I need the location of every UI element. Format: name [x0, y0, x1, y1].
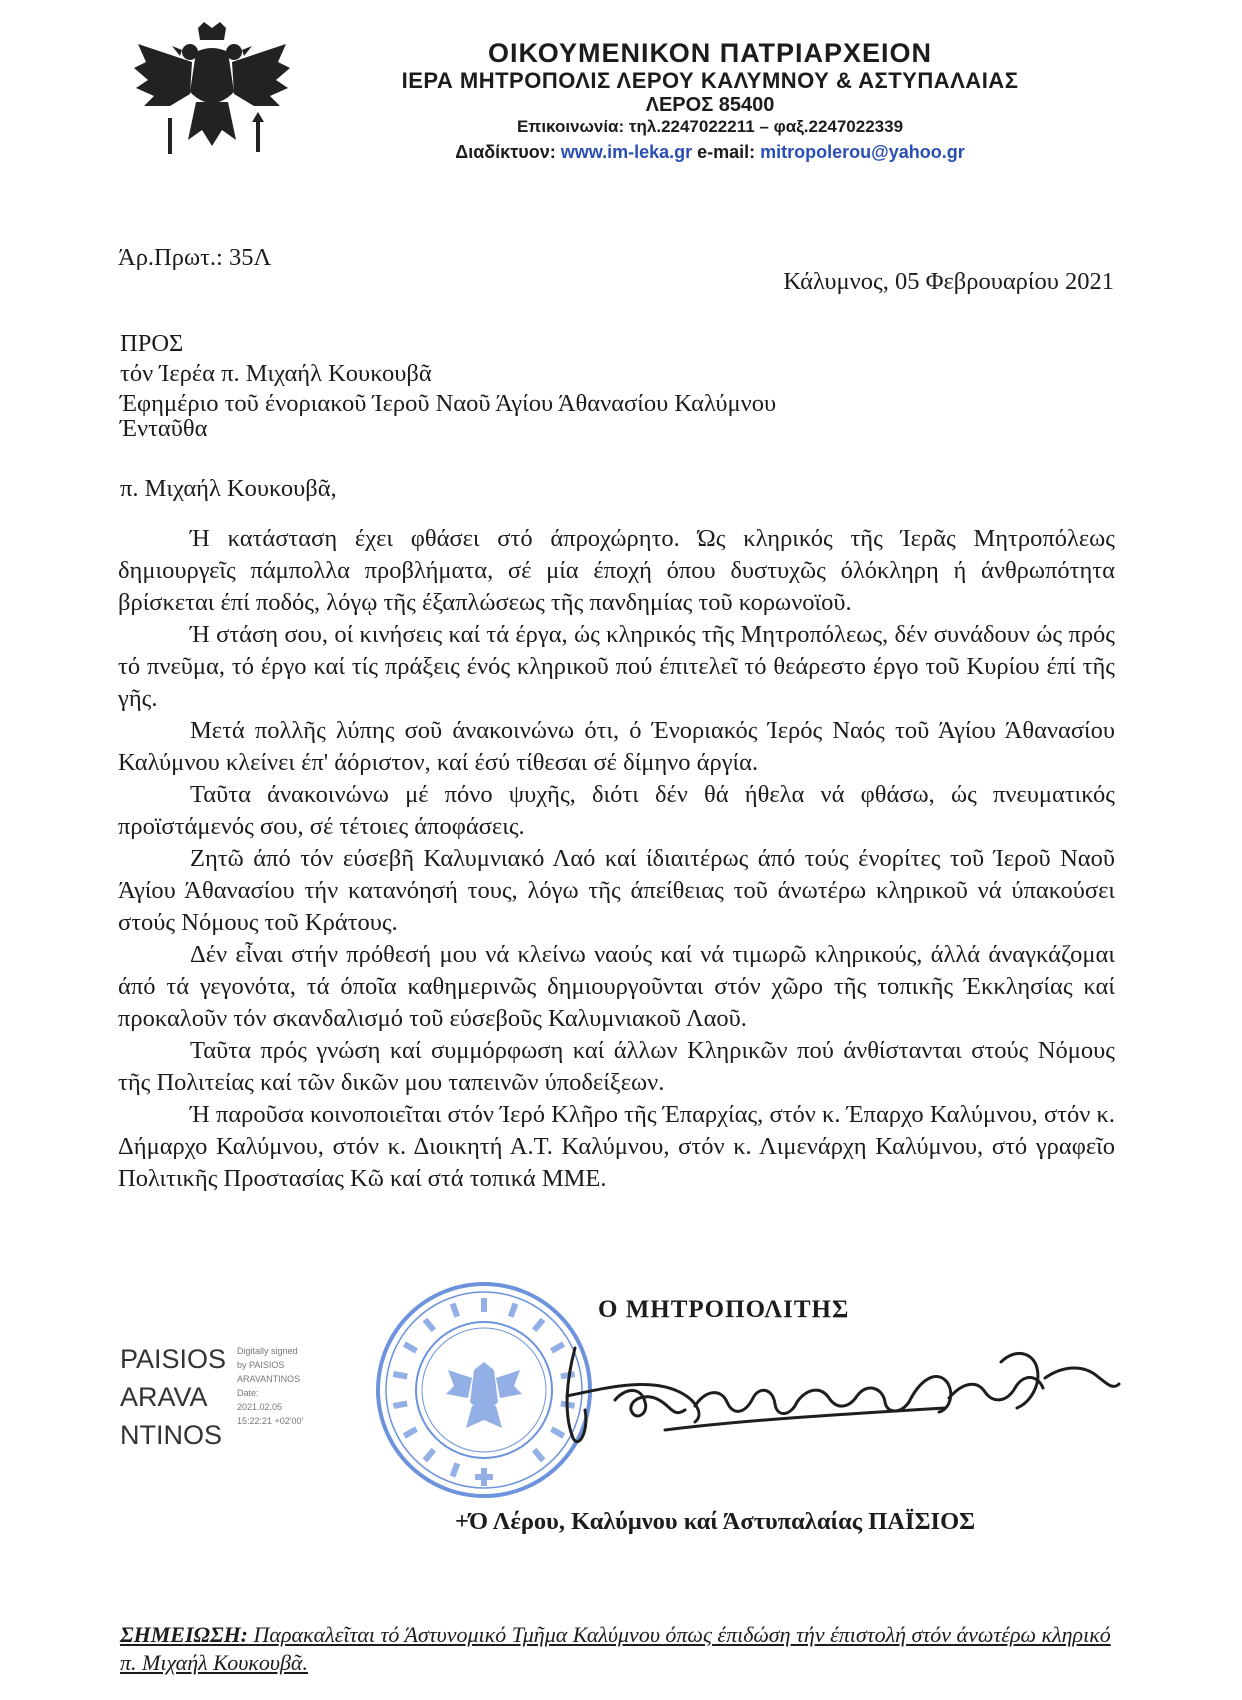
digital-signature-detail-line: 15:22:21 +02'00' [237, 1416, 304, 1426]
digital-signature-detail [237, 1344, 347, 1428]
letterhead-city: ΛΕΡΟΣ 85400 [645, 94, 775, 116]
letter-date: Κάλυμνος, 05 Φεβρουαρίου 2021 [783, 268, 1114, 295]
web-label: Διαδίκτυον: [455, 142, 556, 162]
body-paragraph: Ταῦτα πρός γνώση καί συμμόρφωση καί άλλων Κληρικῶν πού άνθίστανται στούς Νόμους τῆς Πολιτείας καί τῶν δικῶν μου ταπεινῶν ύποδείξεων. [118, 1037, 1115, 1096]
body-paragraph: Δέν εἶναι στήν πρόθεσή μου νά κλείνω ναούς καί νά τιμωρῶ κληρικούς, άλλά άναγκάζομαι άπό τά γεγονότα, τά όποῖα καθημερινῶς δημιουργοῦνται στόν χῶρο τῆς τοπικῆς Έκκλησίας καί προκαλοῦν τόν σκανδαλισμό τοῦ εύσεβοῦς Καλυμνιακοῦ Λαοῦ. [118, 941, 1115, 1032]
digital-signature-name-line: PAISIOS [120, 1344, 227, 1374]
recipient-name: τόν Ίερέα π. Μιχαήλ Κουκουβᾶ [120, 360, 432, 387]
letterhead-online [330, 142, 1090, 163]
website-link[interactable]: www.im-leka.gr [560, 142, 693, 162]
phone-label: Επικοινωνία: [516, 117, 625, 136]
letter-body [118, 523, 1115, 1195]
letterhead-contact [330, 117, 1090, 137]
digital-signature-detail-line: Date: [237, 1388, 259, 1398]
signature-title: Ο ΜΗΤΡΟΠΟΛΙΤΗΣ [598, 1296, 850, 1323]
body-paragraph: Μετά πολλῆς λύπης σοῦ άνακοινώνω ότι, ό Ένοριακός Ίερός Ναός τοῦ Άγίου Άθανασίου Καλύμνου κλείνει έπ' άόριστον, καί έσύ τίθεσαι σέ δίμηνο άργία. [118, 717, 1115, 776]
note-label: ΣΗΜΕΙΩΣΗ: [120, 1622, 249, 1647]
body-paragraph: Ή στάση σου, οί κινήσεις καί τά έργα, ώς κληρικός τῆς Μητροπόλεως, δέν συνάδουν ώς πρός τό πνεῦμα, τό έργο καί τίς πράξεις ένός κληρικοῦ πού έπιτελεῖ τό θεάρεστο έργο τοῦ Κυρίου έπί τῆς γῆς. [118, 621, 1115, 712]
body-paragraph: Ή παροῦσα κοινοποιεῖται στόν Ίερό Κλῆρο τῆς Έπαρχίας, στόν κ. Έπαρχο Καλύμνου, στόν κ. Δήμαρχο Καλύμνου, στόν κ. Διοικητή Α.Τ. Καλύμνου, στόν κ. Λιμενάρχη Καλύμνου, στό γραφεῖο Πολιτικῆς Προστασίας Κῶ καί στά τοπικά ΜΜΕ. [118, 1101, 1115, 1192]
digital-signature-name [120, 1340, 240, 1454]
double-headed-eagle-icon [130, 22, 295, 167]
recipient-to: ΠΡΟΣ [120, 330, 184, 357]
digital-signature-name-line: ARAVA [120, 1382, 208, 1412]
digital-signature-detail-line: Digitally signed [237, 1346, 298, 1356]
digital-signature-detail-line: by PAISIOS [237, 1360, 285, 1370]
signer-name: +Ό Λέρου, Καλύμνου καί Άστυπαλαίας ΠΑΪΣΙΟΣ [455, 1508, 976, 1535]
body-paragraph: Ταῦτα άνακοινώνω μέ πόνο ψυχῆς, διότι δέν θά ήθελα νά φθάσω, ώς πνευματικός προϊστάμενός σου, σέ τέτοιες άποφάσεις. [118, 781, 1115, 840]
phone-value: τηλ.2247022211 – φαξ.2247022339 [628, 117, 904, 136]
protocol-number: Άρ.Πρωτ.: 35Λ [118, 244, 272, 271]
letterhead-metropolis: ΙΕΡΑ ΜΗΤΡΟΠΟΛΙΣ ΛΕΡΟΥ ΚΑΛΥΜΝΟΥ & ΑΣΤΥΠΑΛΑΙΑΣ [401, 68, 1019, 93]
note-text: Παρακαλεῖται τό Άστυνομικό Τμῆμα Καλύμνου όπως έπιδώση τήν έπιστολή στόν άνωτέρω κληρικό π. Μιχαήλ Κουκουβᾶ. [120, 1622, 1111, 1675]
digital-signature-detail-line: 2021.02.05 [237, 1402, 283, 1412]
body-paragraph: Ζητῶ άπό τόν εύσεβῆ Καλυμνιακό Λαό καί ίδιαιτέρως άπό τούς ένορίτες τοῦ Ίεροῦ Ναοῦ Άγίου Άθανασίου τήν κατανόησή τους, λόγω τῆς άπείθειας τοῦ άνωτέρω κληρικοῦ νά ύπακούσει στούς Νόμους τοῦ Κράτους. [118, 845, 1115, 936]
recipient-location: Ένταῦθα [120, 415, 208, 442]
letterhead-title: ΟΙΚΟΥΜΕΝΙΚΟΝ ΠΑΤΡΙΑΡΧΕΙΟΝ [487, 38, 933, 68]
salutation: π. Μιχαήλ Κουκουβᾶ, [120, 475, 337, 502]
digital-signature-name-line: NTINOS [120, 1420, 223, 1450]
email-label: e-mail: [697, 142, 756, 162]
digital-signature-detail-line: ARAVANTINOS [237, 1374, 301, 1384]
recipient-position: Έφημέριο τοῦ ένοριακοῦ Ίεροῦ Ναοῦ Άγίου Άθανασίου Καλύμνου [120, 390, 777, 417]
body-paragraph: Ή κατάσταση έχει φθάσει στό άπροχώρητο. Ώς κληρικός τῆς Ίερᾶς Μητροπόλεως δημιουργεῖς πάμπολλα προβλήματα, σέ μία έποχή όπου δυστυχῶς όλόκληρη ή άνθρωπότητα βρίσκεται έπί ποδός, λόγῳ τῆς έξαπλώσεως τῆς πανδημίας τοῦ κορωνοϊοῦ. [118, 525, 1115, 616]
handwritten-signature-icon [545, 1318, 1125, 1458]
email-link[interactable]: mitropolerou@yahoo.gr [760, 142, 965, 162]
delivery-note [120, 1621, 1120, 1677]
